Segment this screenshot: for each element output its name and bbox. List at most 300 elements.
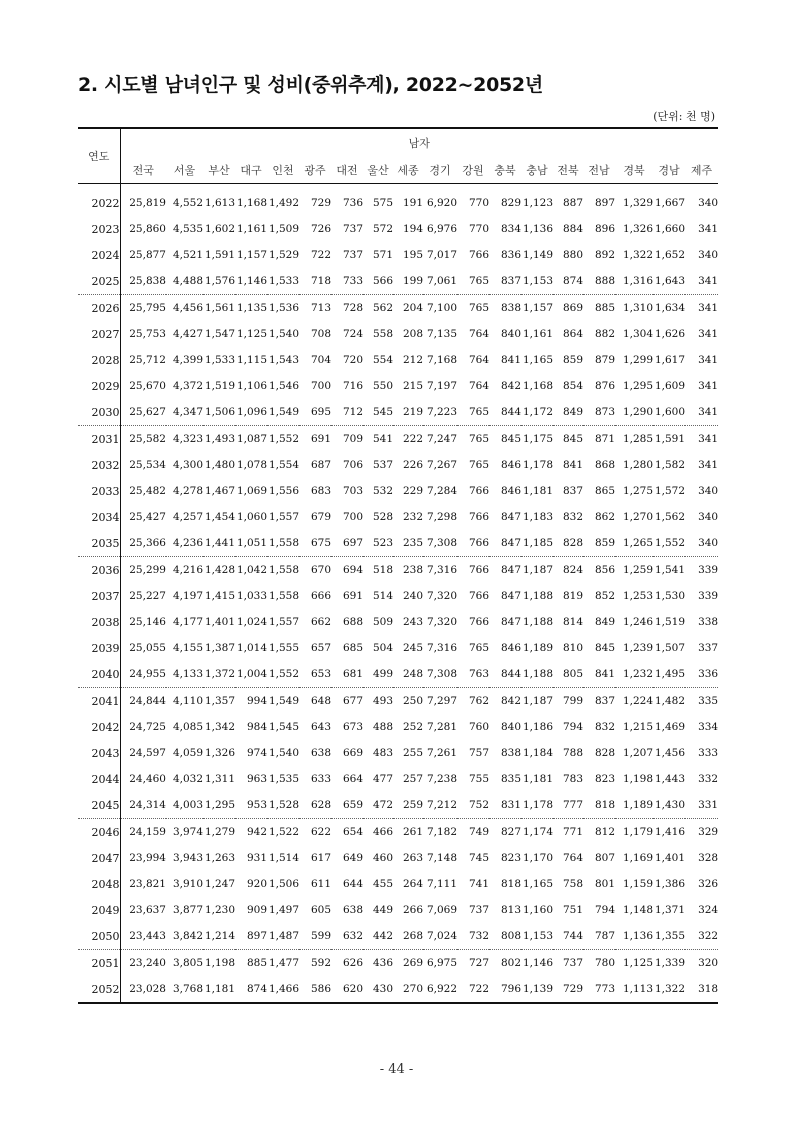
year-cell: 2033	[78, 478, 120, 504]
value-cell: 712	[331, 399, 363, 426]
value-cell: 4,110	[172, 695, 203, 707]
value-cell: 1,626	[654, 328, 685, 340]
value-cell: 263	[402, 852, 423, 864]
value-cell: 836	[500, 249, 521, 261]
value-cell: 243	[402, 616, 423, 628]
value-cell: 765	[468, 302, 489, 314]
value-cell: 599	[299, 923, 331, 950]
value-cell: 1,153	[521, 268, 553, 295]
value-cell: 7,316	[426, 642, 457, 654]
value-cell: 638	[342, 904, 363, 916]
value-cell: 1,136	[522, 223, 553, 235]
value-cell: 1,552	[267, 661, 299, 688]
value-cell: 1,540	[268, 747, 299, 759]
value-cell: 1,160	[522, 904, 553, 916]
value-cell: 336	[685, 661, 718, 688]
value-cell: 771	[562, 826, 583, 838]
value-cell: 673	[342, 721, 363, 733]
value-cell: 195	[402, 249, 423, 261]
value-cell: 1,295	[622, 380, 653, 392]
value-cell: 838	[500, 747, 521, 759]
value-cell: 7,135	[426, 328, 457, 340]
value-cell: 4,216	[172, 564, 203, 576]
year-cell: 2041	[78, 688, 120, 715]
value-cell: 504	[372, 642, 393, 654]
value-cell: 841	[583, 661, 615, 688]
value-cell: 1,239	[622, 642, 653, 654]
value-cell: 1,572	[654, 485, 685, 497]
value-cell: 974	[246, 747, 267, 759]
value-cell: 7,316	[426, 564, 457, 576]
region-header: 대전	[331, 157, 363, 184]
value-cell: 270	[393, 976, 423, 1003]
value-cell: 337	[698, 642, 719, 654]
value-cell: 248	[393, 661, 423, 688]
value-cell: 808	[489, 923, 521, 950]
value-cell: 339	[698, 590, 719, 602]
value-cell: 586	[299, 976, 331, 1003]
value-cell: 1,161	[236, 223, 267, 235]
value-cell: 1,188	[521, 661, 553, 688]
value-cell: 341	[698, 354, 719, 366]
table-row	[78, 923, 718, 950]
value-cell: 24,725	[129, 721, 166, 733]
value-cell: 219	[393, 399, 423, 426]
value-cell: 1,509	[268, 223, 299, 235]
year-cell: 2047	[78, 845, 120, 871]
value-cell: 1,033	[236, 590, 267, 602]
value-cell: 7,297	[426, 695, 457, 707]
value-cell: 1,183	[522, 511, 553, 523]
value-cell: 571	[372, 249, 393, 261]
value-cell: 7,267	[426, 459, 457, 471]
value-cell: 741	[468, 878, 489, 890]
value-cell: 729	[553, 976, 583, 1003]
value-cell: 1,014	[236, 642, 267, 654]
value-cell: 611	[310, 878, 331, 890]
value-cell: 1,480	[204, 459, 235, 471]
value-cell: 554	[372, 354, 393, 366]
value-cell: 4,347	[166, 399, 203, 426]
value-cell: 994	[246, 695, 267, 707]
value-cell: 1,125	[236, 328, 267, 340]
value-cell: 341	[698, 459, 719, 471]
value-cell: 764	[468, 380, 489, 392]
value-cell: 23,240	[129, 957, 166, 969]
value-cell: 751	[562, 904, 583, 916]
value-cell: 264	[402, 878, 423, 890]
value-cell: 942	[246, 826, 267, 838]
table-row	[78, 399, 718, 426]
value-cell: 341	[698, 433, 719, 445]
value-cell: 341	[685, 268, 718, 295]
value-cell: 269	[402, 957, 423, 969]
value-cell: 783	[562, 773, 583, 785]
value-cell: 709	[342, 433, 363, 445]
value-cell: 320	[698, 957, 719, 969]
value-cell: 4,552	[172, 197, 203, 209]
value-cell: 679	[310, 511, 331, 523]
value-cell: 1,136	[615, 923, 653, 950]
value-cell: 733	[331, 268, 363, 295]
value-cell: 1,339	[654, 957, 685, 969]
year-cell: 2045	[78, 792, 120, 819]
value-cell: 7,320	[426, 590, 457, 602]
value-cell: 1,181	[522, 773, 553, 785]
value-cell: 6,922	[423, 976, 457, 1003]
value-cell: 1,535	[268, 773, 299, 785]
value-cell: 837	[594, 695, 615, 707]
value-cell: 638	[310, 747, 331, 759]
value-cell: 1,530	[654, 590, 685, 602]
value-cell: 807	[594, 852, 615, 864]
value-cell: 1,552	[268, 433, 299, 445]
value-cell: 1,198	[204, 957, 235, 969]
value-cell: 823	[500, 852, 521, 864]
value-cell: 1,214	[203, 923, 235, 950]
value-cell: 1,146	[522, 957, 553, 969]
value-cell: 328	[698, 852, 719, 864]
value-cell: 24,597	[129, 747, 166, 759]
value-cell: 1,096	[235, 399, 267, 426]
value-cell: 766	[468, 564, 489, 576]
value-cell: 840	[500, 721, 521, 733]
value-cell: 1,558	[268, 564, 299, 576]
value-cell: 25,795	[129, 302, 166, 314]
value-cell: 653	[299, 661, 331, 688]
table-row	[78, 426, 718, 453]
value-cell: 813	[500, 904, 521, 916]
value-cell: 1,326	[622, 223, 653, 235]
value-cell: 1,185	[521, 530, 553, 557]
value-cell: 716	[342, 380, 363, 392]
value-cell: 341	[698, 302, 719, 314]
value-cell: 1,172	[521, 399, 553, 426]
year-cell: 2052	[78, 976, 120, 1003]
value-cell: 4,323	[172, 433, 203, 445]
value-cell: 1,265	[615, 530, 653, 557]
value-cell: 880	[562, 249, 583, 261]
value-cell: 703	[342, 485, 363, 497]
value-cell: 780	[594, 957, 615, 969]
value-cell: 1,541	[654, 564, 685, 576]
value-cell: 745	[468, 852, 489, 864]
value-cell: 677	[342, 695, 363, 707]
value-cell: 700	[310, 380, 331, 392]
value-cell: 1,576	[203, 268, 235, 295]
value-cell: 25,627	[120, 399, 166, 426]
value-cell: 869	[562, 302, 583, 314]
year-cell: 2038	[78, 609, 120, 635]
value-cell: 799	[562, 695, 583, 707]
value-cell: 1,441	[203, 530, 235, 557]
value-cell: 694	[342, 564, 363, 576]
value-cell: 766	[468, 485, 489, 497]
year-cell: 2048	[78, 871, 120, 897]
value-cell: 691	[310, 433, 331, 445]
value-cell: 238	[402, 564, 423, 576]
value-cell: 765	[468, 433, 489, 445]
value-cell: 834	[500, 223, 521, 235]
value-cell: 1,613	[204, 197, 235, 209]
value-cell: 545	[363, 399, 393, 426]
year-cell: 2028	[78, 347, 120, 373]
value-cell: 1,174	[522, 826, 553, 838]
value-cell: 770	[468, 197, 489, 209]
value-cell: 1,556	[268, 485, 299, 497]
table-row	[78, 871, 718, 897]
value-cell: 1,591	[204, 249, 235, 261]
value-cell: 805	[553, 661, 583, 688]
value-cell: 7,298	[426, 511, 457, 523]
value-cell: 1,582	[654, 459, 685, 471]
value-cell: 23,443	[120, 923, 166, 950]
value-cell: 1,168	[236, 197, 267, 209]
value-cell: 4,177	[172, 616, 203, 628]
value-cell: 4,236	[166, 530, 203, 557]
value-cell: 7,148	[426, 852, 457, 864]
value-cell: 897	[235, 923, 267, 950]
value-cell: 4,456	[172, 302, 203, 314]
value-cell: 1,224	[622, 695, 653, 707]
value-cell: 852	[594, 590, 615, 602]
value-cell: 1,178	[521, 792, 553, 819]
value-cell: 1,042	[236, 564, 267, 576]
year-cell: 2042	[78, 714, 120, 740]
value-cell: 1,533	[267, 268, 299, 295]
value-cell: 341	[698, 380, 719, 392]
value-cell: 1,329	[622, 197, 653, 209]
value-cell: 632	[331, 923, 363, 950]
value-cell: 749	[468, 826, 489, 838]
value-cell: 7,197	[426, 380, 457, 392]
value-cell: 864	[562, 328, 583, 340]
table-row	[78, 661, 718, 688]
value-cell: 622	[310, 826, 331, 838]
value-cell: 340	[698, 485, 719, 497]
value-cell: 824	[562, 564, 583, 576]
table-row	[78, 714, 718, 740]
value-cell: 874	[235, 976, 267, 1003]
year-cell: 2050	[78, 923, 120, 950]
value-cell: 7,212	[423, 792, 457, 819]
value-cell: 7,100	[426, 302, 457, 314]
value-cell: 765	[457, 268, 489, 295]
value-cell: 1,355	[653, 923, 685, 950]
value-cell: 25,427	[129, 511, 166, 523]
value-cell: 1,165	[522, 354, 553, 366]
value-cell: 1,529	[268, 249, 299, 261]
value-cell: 4,257	[172, 511, 203, 523]
value-cell: 1,540	[268, 328, 299, 340]
value-cell: 499	[363, 661, 393, 688]
value-cell: 509	[372, 616, 393, 628]
value-cell: 832	[562, 511, 583, 523]
value-cell: 669	[342, 747, 363, 759]
value-cell: 1,467	[204, 485, 235, 497]
value-cell: 232	[402, 511, 423, 523]
value-cell: 818	[500, 878, 521, 890]
value-cell: 657	[310, 642, 331, 654]
value-cell: 1,186	[522, 721, 553, 733]
value-cell: 1,157	[236, 249, 267, 261]
value-cell: 3,805	[172, 957, 203, 969]
value-cell: 659	[331, 792, 363, 819]
value-cell: 1,495	[653, 661, 685, 688]
value-cell: 1,189	[522, 642, 553, 654]
value-cell: 859	[583, 530, 615, 557]
value-cell: 722	[310, 249, 331, 261]
value-cell: 654	[342, 826, 363, 838]
value-cell: 845	[594, 642, 615, 654]
value-cell: 874	[553, 268, 583, 295]
value-cell: 1,617	[654, 354, 685, 366]
value-cell: 488	[372, 721, 393, 733]
value-cell: 1,386	[654, 878, 685, 890]
value-cell: 466	[372, 826, 393, 838]
value-cell: 931	[246, 852, 267, 864]
value-cell: 649	[342, 852, 363, 864]
value-cell: 736	[342, 197, 363, 209]
table-row	[78, 557, 718, 584]
value-cell: 1,247	[204, 878, 235, 890]
value-cell: 758	[562, 878, 583, 890]
male-group-header: 남자	[120, 128, 718, 157]
value-cell: 732	[457, 923, 489, 950]
value-cell: 1,533	[204, 354, 235, 366]
value-cell: 7,111	[426, 878, 457, 890]
value-cell: 628	[299, 792, 331, 819]
region-header: 전남	[583, 157, 615, 184]
value-cell: 4,133	[166, 661, 203, 688]
value-cell: 268	[393, 923, 423, 950]
year-cell: 2029	[78, 373, 120, 399]
value-cell: 885	[246, 957, 267, 969]
value-cell: 888	[583, 268, 615, 295]
value-cell: 842	[500, 380, 521, 392]
value-cell: 729	[310, 197, 331, 209]
region-header: 경남	[653, 157, 685, 184]
value-cell: 4,003	[166, 792, 203, 819]
value-cell: 873	[583, 399, 615, 426]
value-cell: 1,149	[522, 249, 553, 261]
value-cell: 1,270	[622, 511, 653, 523]
value-cell: 222	[402, 433, 423, 445]
table-row	[78, 609, 718, 635]
table-row	[78, 452, 718, 478]
value-cell: 1,106	[236, 380, 267, 392]
value-cell: 847	[500, 564, 521, 576]
value-cell: 25,819	[129, 197, 166, 209]
value-cell: 879	[594, 354, 615, 366]
value-cell: 953	[235, 792, 267, 819]
value-cell: 1,558	[267, 530, 299, 557]
value-cell: 1,493	[204, 433, 235, 445]
value-cell: 1,280	[622, 459, 653, 471]
value-cell: 532	[372, 485, 393, 497]
value-cell: 648	[310, 695, 331, 707]
value-cell: 871	[594, 433, 615, 445]
value-cell: 1,561	[204, 302, 235, 314]
value-cell: 1,051	[235, 530, 267, 557]
value-cell: 537	[372, 459, 393, 471]
year-cell: 2035	[78, 530, 120, 557]
value-cell: 854	[562, 380, 583, 392]
region-header: 세종	[393, 157, 423, 184]
value-cell: 845	[500, 433, 521, 445]
value-cell: 1,454	[204, 511, 235, 523]
value-cell: 1,477	[268, 957, 299, 969]
year-cell: 2039	[78, 635, 120, 661]
value-cell: 1,181	[203, 976, 235, 1003]
value-cell: 726	[310, 223, 331, 235]
value-cell: 1,188	[522, 616, 553, 628]
value-cell: 1,060	[236, 511, 267, 523]
value-cell: 25,299	[129, 564, 166, 576]
table-row	[78, 216, 718, 242]
value-cell: 257	[402, 773, 423, 785]
value-cell: 837	[562, 485, 583, 497]
value-cell: 1,326	[204, 747, 235, 759]
year-cell: 2037	[78, 583, 120, 609]
value-cell: 7,281	[426, 721, 457, 733]
value-cell: 7,261	[426, 747, 457, 759]
value-cell: 460	[372, 852, 393, 864]
value-cell: 1,169	[622, 852, 653, 864]
value-cell: 1,372	[203, 661, 235, 688]
value-cell: 1,178	[522, 459, 553, 471]
value-cell: 1,246	[622, 616, 653, 628]
value-cell: 814	[562, 616, 583, 628]
value-cell: 7,238	[426, 773, 457, 785]
value-cell: 1,602	[204, 223, 235, 235]
table-row	[78, 321, 718, 347]
region-header: 제주	[685, 157, 718, 184]
table-row	[78, 897, 718, 923]
region-header: 전북	[553, 157, 583, 184]
value-cell: 259	[393, 792, 423, 819]
value-cell: 1,558	[268, 590, 299, 602]
value-cell: 675	[299, 530, 331, 557]
value-cell: 25,712	[129, 354, 166, 366]
value-cell: 1,519	[654, 616, 685, 628]
value-cell: 846	[500, 485, 521, 497]
value-cell: 846	[500, 642, 521, 654]
value-cell: 838	[500, 302, 521, 314]
value-cell: 1,187	[522, 695, 553, 707]
value-cell: 1,198	[622, 773, 653, 785]
value-cell: 7,061	[423, 268, 457, 295]
value-cell: 199	[393, 268, 423, 295]
value-cell: 204	[402, 302, 423, 314]
value-cell: 818	[583, 792, 615, 819]
value-cell: 208	[402, 328, 423, 340]
value-cell: 4,155	[172, 642, 203, 654]
value-cell: 777	[553, 792, 583, 819]
value-cell: 819	[562, 590, 583, 602]
value-cell: 1,543	[268, 354, 299, 366]
value-cell: 1,275	[622, 485, 653, 497]
value-cell: 697	[331, 530, 363, 557]
value-cell: 704	[310, 354, 331, 366]
value-cell: 737	[468, 904, 489, 916]
value-cell: 691	[342, 590, 363, 602]
value-cell: 514	[372, 590, 393, 602]
value-cell: 764	[468, 328, 489, 340]
region-header: 경기	[423, 157, 457, 184]
value-cell: 844	[489, 399, 521, 426]
value-cell: 841	[562, 459, 583, 471]
